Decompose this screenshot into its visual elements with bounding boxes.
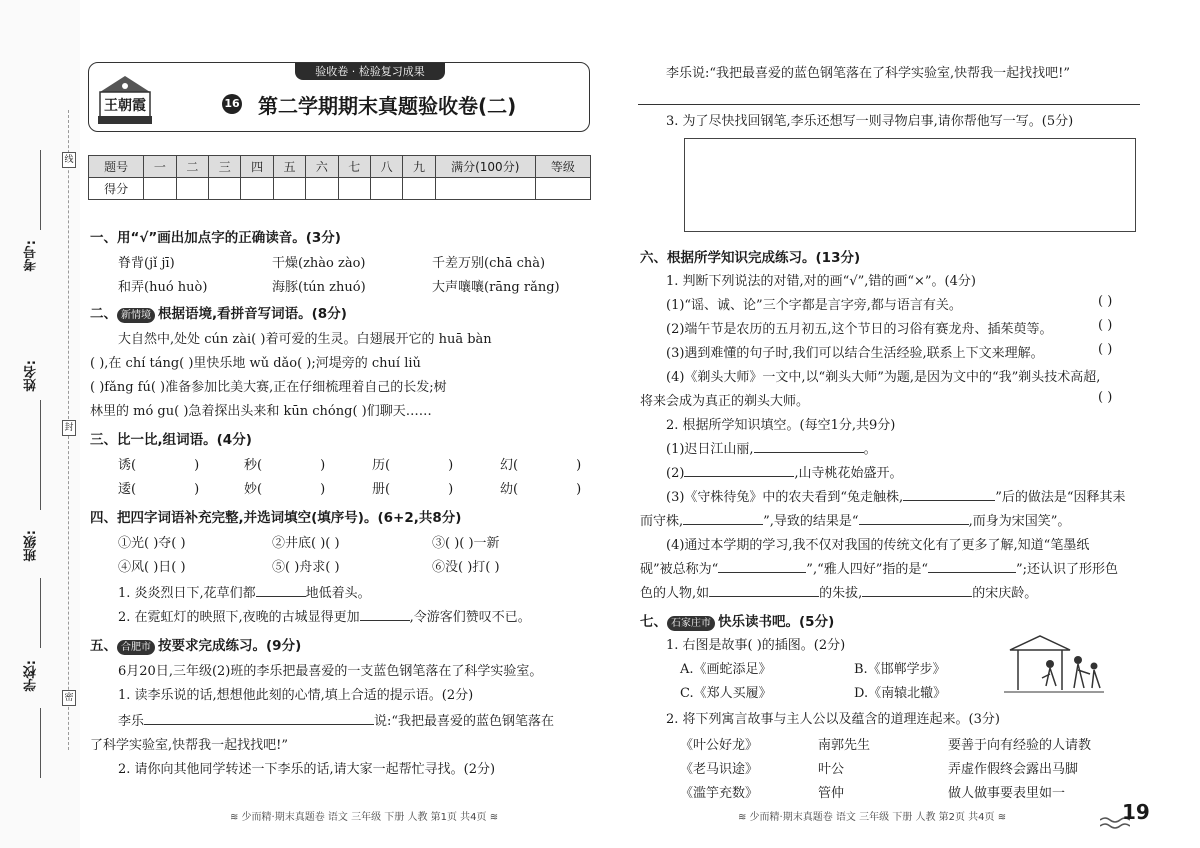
option-c[interactable]: C.《郑人买履》 xyxy=(680,686,772,701)
idiom-item[interactable]: ②井底( )( ) xyxy=(272,536,340,551)
notice-answer-box[interactable] xyxy=(684,138,1136,232)
pinyin-item[interactable]: 脊背(jǐ jī) xyxy=(118,256,175,271)
fill-question[interactable] xyxy=(118,606,531,625)
quote-text: 说:“我把最喜爱的蓝色钢笔落在 xyxy=(374,714,555,729)
score-value-row xyxy=(89,178,591,200)
char-label: 秒( xyxy=(244,458,263,473)
score-cell[interactable] xyxy=(535,178,590,200)
section-7-title: 七、 石家庄市 快乐读书吧。(5分) xyxy=(640,614,835,630)
fill-line[interactable] xyxy=(640,510,1070,529)
answer-blank[interactable] xyxy=(928,559,1016,573)
score-cell[interactable] xyxy=(306,178,338,200)
fill-text: ”;还认识了形形色 xyxy=(1016,562,1119,577)
quote-line: 李乐说:“我把最喜爱的蓝色钢笔落在了科学实验室,快帮我一起找找吧!” xyxy=(666,66,1071,81)
pinyin-item[interactable]: 千差万别(chā chà) xyxy=(432,256,546,271)
word-pair-item[interactable]: 册( ) xyxy=(372,482,454,497)
match-character[interactable]: 南郭先生 xyxy=(818,738,871,753)
judge-item: 将来会成为真正的剃头大师。 xyxy=(640,394,810,409)
pinyin-item[interactable]: 干燥(zhào zào) xyxy=(272,256,366,271)
school-line xyxy=(40,708,41,778)
passage-line[interactable]: ( )fǎng fú( )准备参加比美大赛,正在仔细梳理着自己的长发;树 xyxy=(90,380,447,395)
exam-no-label: 考号: xyxy=(24,240,39,272)
word-pair-item[interactable]: 秒( ) xyxy=(244,458,326,473)
answer-blank[interactable] xyxy=(709,583,819,597)
question-text: 1. 炎炎烈日下,花草们都 xyxy=(118,586,256,601)
score-header-cell: 八 xyxy=(370,156,402,178)
class-line xyxy=(40,578,41,648)
school-label: 学校: xyxy=(24,660,39,692)
score-cell[interactable] xyxy=(435,178,535,200)
fill-line[interactable] xyxy=(640,582,1037,601)
binding-strip xyxy=(0,0,80,848)
quote-text: 了科学实验室,快帮我一起找找吧!” xyxy=(90,738,289,753)
answer-blank[interactable] xyxy=(684,463,794,477)
char-label: 逶( xyxy=(118,482,137,497)
score-cell[interactable] xyxy=(209,178,241,200)
score-row-label: 得分 xyxy=(89,178,144,200)
section-1-title: 一、用“√”画出加点字的正确读音。(3分) xyxy=(90,230,341,246)
passage-line[interactable]: 林里的 mó gu( )急着探出头来和 kūn chóng( )们聊天…… xyxy=(90,404,432,419)
question-text: 2. 将下列寓言故事与主人公以及蕴含的道理连起来。(3分) xyxy=(666,712,1000,727)
pinyin-item[interactable]: 大声嚷嚷(rāng rǎng) xyxy=(432,280,560,295)
region-tag: 合肥市 xyxy=(117,640,155,655)
idiom-item[interactable]: ⑤( )舟求( ) xyxy=(272,560,340,575)
score-header-cell: 题号 xyxy=(89,156,144,178)
option-b[interactable]: B.《邯郸学步》 xyxy=(854,662,946,677)
judge-item: (4)《剃头大师》一文中,以“剃头大师”为题,是因为文中的“我”剃头技术高超, xyxy=(666,370,1101,385)
judge-answer-paren[interactable]: ( ) xyxy=(1098,342,1113,357)
score-header-cell: 七 xyxy=(338,156,370,178)
score-header-cell: 一 xyxy=(144,156,176,178)
answer-blank[interactable] xyxy=(144,711,374,725)
fill-text: ,而身为宋国笑”。 xyxy=(968,514,1071,529)
question-text: 1. 判断下列说法的对错,对的画“√”,错的画“×”。(4分) xyxy=(666,274,976,289)
question-text: 1. 读李乐说的话,想想他此刻的心情,填上合适的提示语。(2分) xyxy=(118,688,474,703)
scenario-text: 6月20日,三年级(2)班的李乐把最喜爱的一支蓝色钢笔落在了科学实验室。 xyxy=(118,664,543,679)
word-pair-item[interactable]: 妙( ) xyxy=(244,482,326,497)
question-text: 2. 根据所学知识填空。(每空1分,共9分) xyxy=(666,418,896,433)
match-story[interactable]: 《叶公好龙》 xyxy=(680,738,759,753)
judge-item: (2)端午节是农历的五月初五,这个节日的习俗有赛龙舟、插茱萸等。 xyxy=(666,322,1053,337)
match-character[interactable]: 叶公 xyxy=(818,762,845,777)
idiom-item[interactable]: ④风( )日( ) xyxy=(118,560,186,575)
score-header-cell: 二 xyxy=(176,156,208,178)
score-header-row xyxy=(89,156,591,178)
passage-line[interactable]: 大自然中,处处 cún zài( )着可爱的生灵。白翅展开它的 huā bàn xyxy=(118,332,492,347)
fill-text: ,山寺桃花始盛开。 xyxy=(794,466,903,481)
question-text: 地低着头。 xyxy=(305,586,371,601)
score-table xyxy=(88,155,591,200)
section-5-text: 按要求完成练习。(9分) xyxy=(158,638,302,654)
footer-left: ≋ 少而精·期末真题卷 语文 三年级 下册 人教 第1页 共4页 ≋ xyxy=(230,812,499,823)
fill-line[interactable] xyxy=(666,486,1126,505)
score-cell[interactable] xyxy=(176,178,208,200)
score-header-cell: 四 xyxy=(241,156,273,178)
char-label: 幻( xyxy=(500,458,519,473)
judge-answer-paren[interactable]: ( ) xyxy=(1098,318,1113,333)
word-pair-item[interactable]: 诱( ) xyxy=(118,458,200,473)
page-title: 第二学期期末真题验收卷(二) xyxy=(258,94,517,118)
word-pair-item[interactable]: 幻( ) xyxy=(500,458,582,473)
section-3-title: 三、比一比,组词语。(4分) xyxy=(90,432,252,448)
score-cell[interactable] xyxy=(241,178,273,200)
answer-blank[interactable] xyxy=(683,511,763,525)
score-header-cell: 五 xyxy=(273,156,305,178)
answer-rule[interactable] xyxy=(638,104,1140,105)
judge-item: (1)“谣、诚、论”三个字都是言字旁,都与语言有关。 xyxy=(666,298,962,313)
match-lesson[interactable]: 弄虚作假终会露出马脚 xyxy=(948,762,1079,777)
match-lesson[interactable]: 要善于向有经验的人请教 xyxy=(948,738,1092,753)
option-a[interactable]: A.《画蛇添足》 xyxy=(680,662,772,677)
score-cell[interactable] xyxy=(144,178,176,200)
question-text: 3. 为了尽快找回钢笔,李乐还想写一则寻物启事,请你帮他写一写。(5分) xyxy=(666,114,1074,129)
story-illustration xyxy=(1000,630,1105,700)
banner-ribbon: 验收卷 · 检验复习成果 xyxy=(295,63,445,80)
idiom-item[interactable]: ⑥没( )打( ) xyxy=(432,560,500,575)
seal-bottom-mark: 密 xyxy=(62,690,76,706)
seal-mid-mark: 封 xyxy=(62,420,76,436)
answer-blank[interactable] xyxy=(360,607,410,621)
class-label: 班级: xyxy=(24,530,39,562)
option-d[interactable]: D.《南辕北辙》 xyxy=(854,686,947,701)
judge-answer-paren[interactable]: ( ) xyxy=(1098,390,1113,405)
fill-line[interactable] xyxy=(640,558,1118,577)
fill-line[interactable] xyxy=(666,462,903,481)
fill-line[interactable]: (1)迟日江山丽, 。 xyxy=(666,438,877,457)
fill-text: (3)《守株待兔》中的农夫看到“兔走触株, xyxy=(666,490,904,505)
char-label: 册( xyxy=(372,482,391,497)
fill-text: 而守株, xyxy=(640,514,684,529)
section-6-title: 六、根据所学知识完成练习。(13分) xyxy=(640,250,861,266)
fill-text: 的朱拔, xyxy=(819,586,863,601)
new-context-tag: 新情境 xyxy=(117,308,155,323)
question-text: ,令游客们赞叹不已。 xyxy=(409,610,531,625)
char-label: 历( xyxy=(372,458,391,473)
word-pair-item[interactable]: 幼( ) xyxy=(500,482,582,497)
passage-line[interactable]: ( ),在 chí táng( )里快乐地 wǔ dǎo( );河堤旁的 chuí liǔ xyxy=(90,356,421,371)
fill-text: ”后的做法是“因释其耒 xyxy=(995,490,1126,505)
answer-blank[interactable] xyxy=(903,487,995,501)
logo-text: 王朝霞 xyxy=(104,98,146,114)
match-lesson[interactable]: 做人做事要表里如一 xyxy=(948,786,1066,801)
score-header-cell: 三 xyxy=(209,156,241,178)
answer-blank[interactable] xyxy=(718,559,806,573)
name-line xyxy=(40,400,41,510)
pinyin-item[interactable]: 海豚(tún zhuó) xyxy=(272,280,366,295)
name-label: 姓名: xyxy=(24,360,39,392)
idiom-item[interactable]: ③( )( )一新 xyxy=(432,536,500,551)
answer-blank[interactable] xyxy=(862,583,972,597)
fill-text: 砚”被总称为“ xyxy=(640,562,719,577)
section-4-title: 四、把四字词语补充完整,并选词填空(填序号)。(6+2,共8分) xyxy=(90,510,462,526)
match-character[interactable]: 管仲 xyxy=(818,786,845,801)
footer-right: ≋ 少而精·期末真题卷 语文 三年级 下册 人教 第2页 共4页 ≋ xyxy=(738,812,1007,823)
answer-blank[interactable] xyxy=(859,511,969,525)
fill-text: (1)迟日江山丽, xyxy=(666,442,754,457)
question-text: 2. 在霓虹灯的映照下,夜晚的古城显得更加 xyxy=(118,610,360,625)
score-cell[interactable] xyxy=(370,178,402,200)
score-cell[interactable] xyxy=(338,178,370,200)
region-tag: 石家庄市 xyxy=(667,616,715,631)
section-5-title: 五、 合肥市 按要求完成练习。(9分) xyxy=(90,638,302,654)
section-2-text: 根据语境,看拼音写词语。(8分) xyxy=(158,306,347,322)
fill-question[interactable] xyxy=(118,582,371,601)
score-cell[interactable] xyxy=(403,178,435,200)
exam-no-line xyxy=(40,150,41,230)
fill-text: 的宋庆龄。 xyxy=(972,586,1038,601)
score-header-cell: 满分(100分) xyxy=(435,156,535,178)
fill-text: 色的人物,如 xyxy=(640,586,710,601)
word-pair-item[interactable]: 逶( ) xyxy=(118,482,200,497)
word-pair-item[interactable]: 历( ) xyxy=(372,458,454,473)
answer-blank[interactable] xyxy=(256,583,306,597)
fill-text: (2) xyxy=(666,466,685,481)
answer-blank[interactable] xyxy=(754,439,864,453)
score-cell[interactable] xyxy=(273,178,305,200)
judge-answer-paren[interactable]: ( ) xyxy=(1098,294,1113,309)
question-text: 2. 请你向其他同学转述一下李乐的话,请大家一起帮忙寻找。(2分) xyxy=(118,762,496,777)
question-text[interactable]: 1. 右图是故事( )的插图。(2分) xyxy=(666,638,846,653)
fill-line: (4)通过本学期的学习,我不仅对我国的传统文化有了更多了解,知道“笔墨纸 xyxy=(666,538,1090,553)
section-2-title: 二、 新情境 根据语境,看拼音写词语。(8分) xyxy=(90,306,347,322)
pinyin-item[interactable]: 和弄(huó huò) xyxy=(118,280,208,295)
fill-text: ”,“雅人四好”指的是“ xyxy=(806,562,929,577)
idiom-item[interactable]: ①光( )夺( ) xyxy=(118,536,186,551)
seal-line-mark: 线 xyxy=(62,152,76,168)
judge-item: (3)遇到难懂的句子时,我们可以结合生活经验,联系上下文来理解。 xyxy=(666,346,1044,361)
fill-text: ”,导致的结果是“ xyxy=(763,514,859,529)
char-label: 诱( xyxy=(118,458,137,473)
score-header-cell: 等级 xyxy=(535,156,590,178)
page-number: 19 xyxy=(1122,800,1150,824)
speaker-name: 李乐 xyxy=(118,714,145,729)
score-header-cell: 九 xyxy=(403,156,435,178)
dialogue-line[interactable] xyxy=(118,710,554,729)
score-header-cell: 六 xyxy=(306,156,338,178)
section-7-text: 快乐读书吧。(5分) xyxy=(718,614,835,630)
char-label: 幼( xyxy=(500,482,519,497)
match-story[interactable]: 《老马识途》 xyxy=(680,762,759,777)
char-label: 妙( xyxy=(244,482,263,497)
exam-number-badge: 16 xyxy=(222,94,242,114)
match-story[interactable]: 《滥竽充数》 xyxy=(680,786,759,801)
